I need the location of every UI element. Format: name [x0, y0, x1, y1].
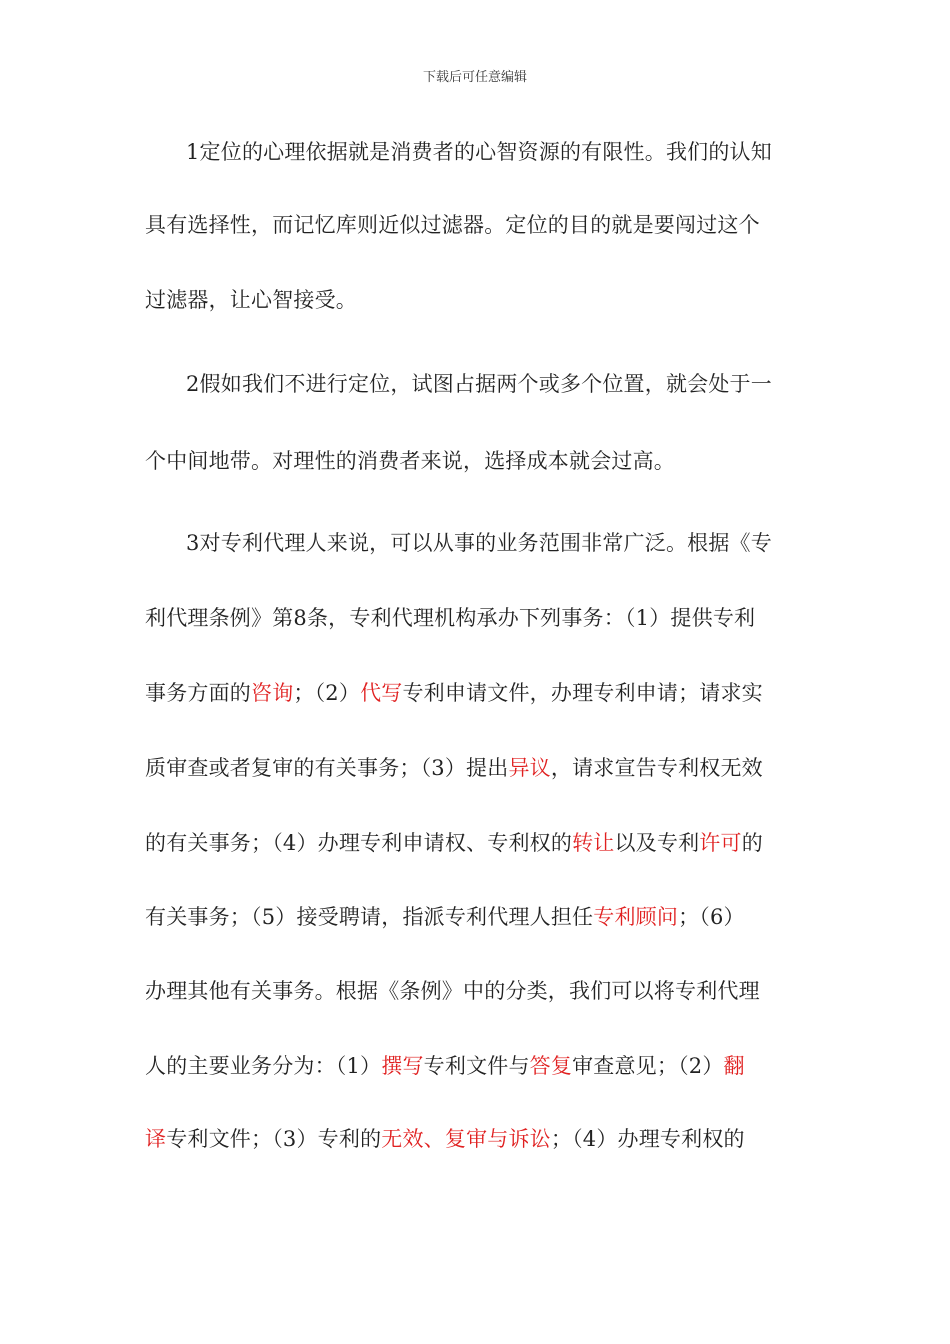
- text-run: ；（4）办理专利权的: [550, 1127, 745, 1151]
- text-run: 以及专利: [614, 831, 700, 855]
- text-run: ；（6）: [678, 905, 745, 929]
- highlighted-term: 专利顾问: [593, 905, 679, 929]
- text-run: 专利文件；（3）专利的: [166, 1127, 382, 1151]
- text-run: 办理其他有关事务。根据《条例》中的分类，我们可以将专利代理: [145, 979, 760, 1003]
- text-run: 质审查或者复审的有关事务；（3）提出: [145, 756, 509, 780]
- text-run: 具有选择性，而记忆库则近似过滤器。定位的目的就是要闯过这个: [145, 213, 760, 237]
- text-line: [186, 137, 856, 167]
- text-run: 个中间地带。对理性的消费者来说，选择成本就会过高。: [145, 449, 675, 473]
- highlighted-term: 译: [145, 1127, 167, 1151]
- text-run: 的: [741, 831, 763, 855]
- text-line: [145, 285, 815, 315]
- highlighted-term: 翻: [723, 1054, 745, 1078]
- text-run: 1定位的心理依据就是消费者的心智资源的有限性。我们的认知: [186, 140, 772, 164]
- text-line: [145, 1124, 815, 1154]
- text-line: [145, 902, 815, 932]
- text-line: [145, 603, 815, 633]
- text-run: 人的主要业务分为：（1）: [145, 1054, 382, 1078]
- highlighted-term: 转让: [572, 831, 615, 855]
- highlighted-term: 咨询: [251, 681, 294, 705]
- text-line: [145, 828, 815, 858]
- text-run: 3对专利代理人来说，可以从事的业务范围非常广泛。根据《专: [186, 531, 772, 555]
- text-line: [145, 1051, 815, 1081]
- text-run: 2假如我们不进行定位，试图占据两个或多个位置，就会处于一: [186, 372, 772, 396]
- text-run: 利代理条例》第8条，专利代理机构承办下列事务：（1）提供专利: [145, 606, 756, 630]
- text-line: [145, 753, 815, 783]
- highlighted-term: 许可: [699, 831, 742, 855]
- text-line: [145, 210, 815, 240]
- highlighted-term: 无效、复审与诉讼: [381, 1127, 551, 1151]
- text-line: [186, 528, 856, 558]
- highlighted-term: 答复: [529, 1054, 573, 1078]
- highlighted-term: 撰写: [381, 1054, 424, 1078]
- text-run: 的有关事务；（4）办理专利申请权、专利权的: [145, 831, 573, 855]
- text-line: [145, 976, 815, 1006]
- highlighted-term: 代写: [360, 681, 403, 705]
- text-run: ，请求宣告专利权无效: [550, 756, 763, 780]
- text-run: 有关事务；（5）接受聘请，指派专利代理人担任: [145, 905, 594, 929]
- page-header: 下载后可任意编辑: [422, 70, 527, 85]
- text-run: 专利申请文件，办理专利申请；请求实: [402, 681, 763, 705]
- text-run: 审查意见；（2）: [572, 1054, 724, 1078]
- text-run: 专利文件与: [423, 1054, 530, 1078]
- text-line: [145, 678, 815, 708]
- text-run: ；（2）: [293, 681, 361, 705]
- text-run: 事务方面的: [145, 681, 251, 705]
- text-line: [186, 369, 856, 399]
- text-run: 过滤器，让心智接受。: [145, 288, 357, 312]
- highlighted-term: 异议: [508, 756, 551, 780]
- text-line: [145, 446, 815, 476]
